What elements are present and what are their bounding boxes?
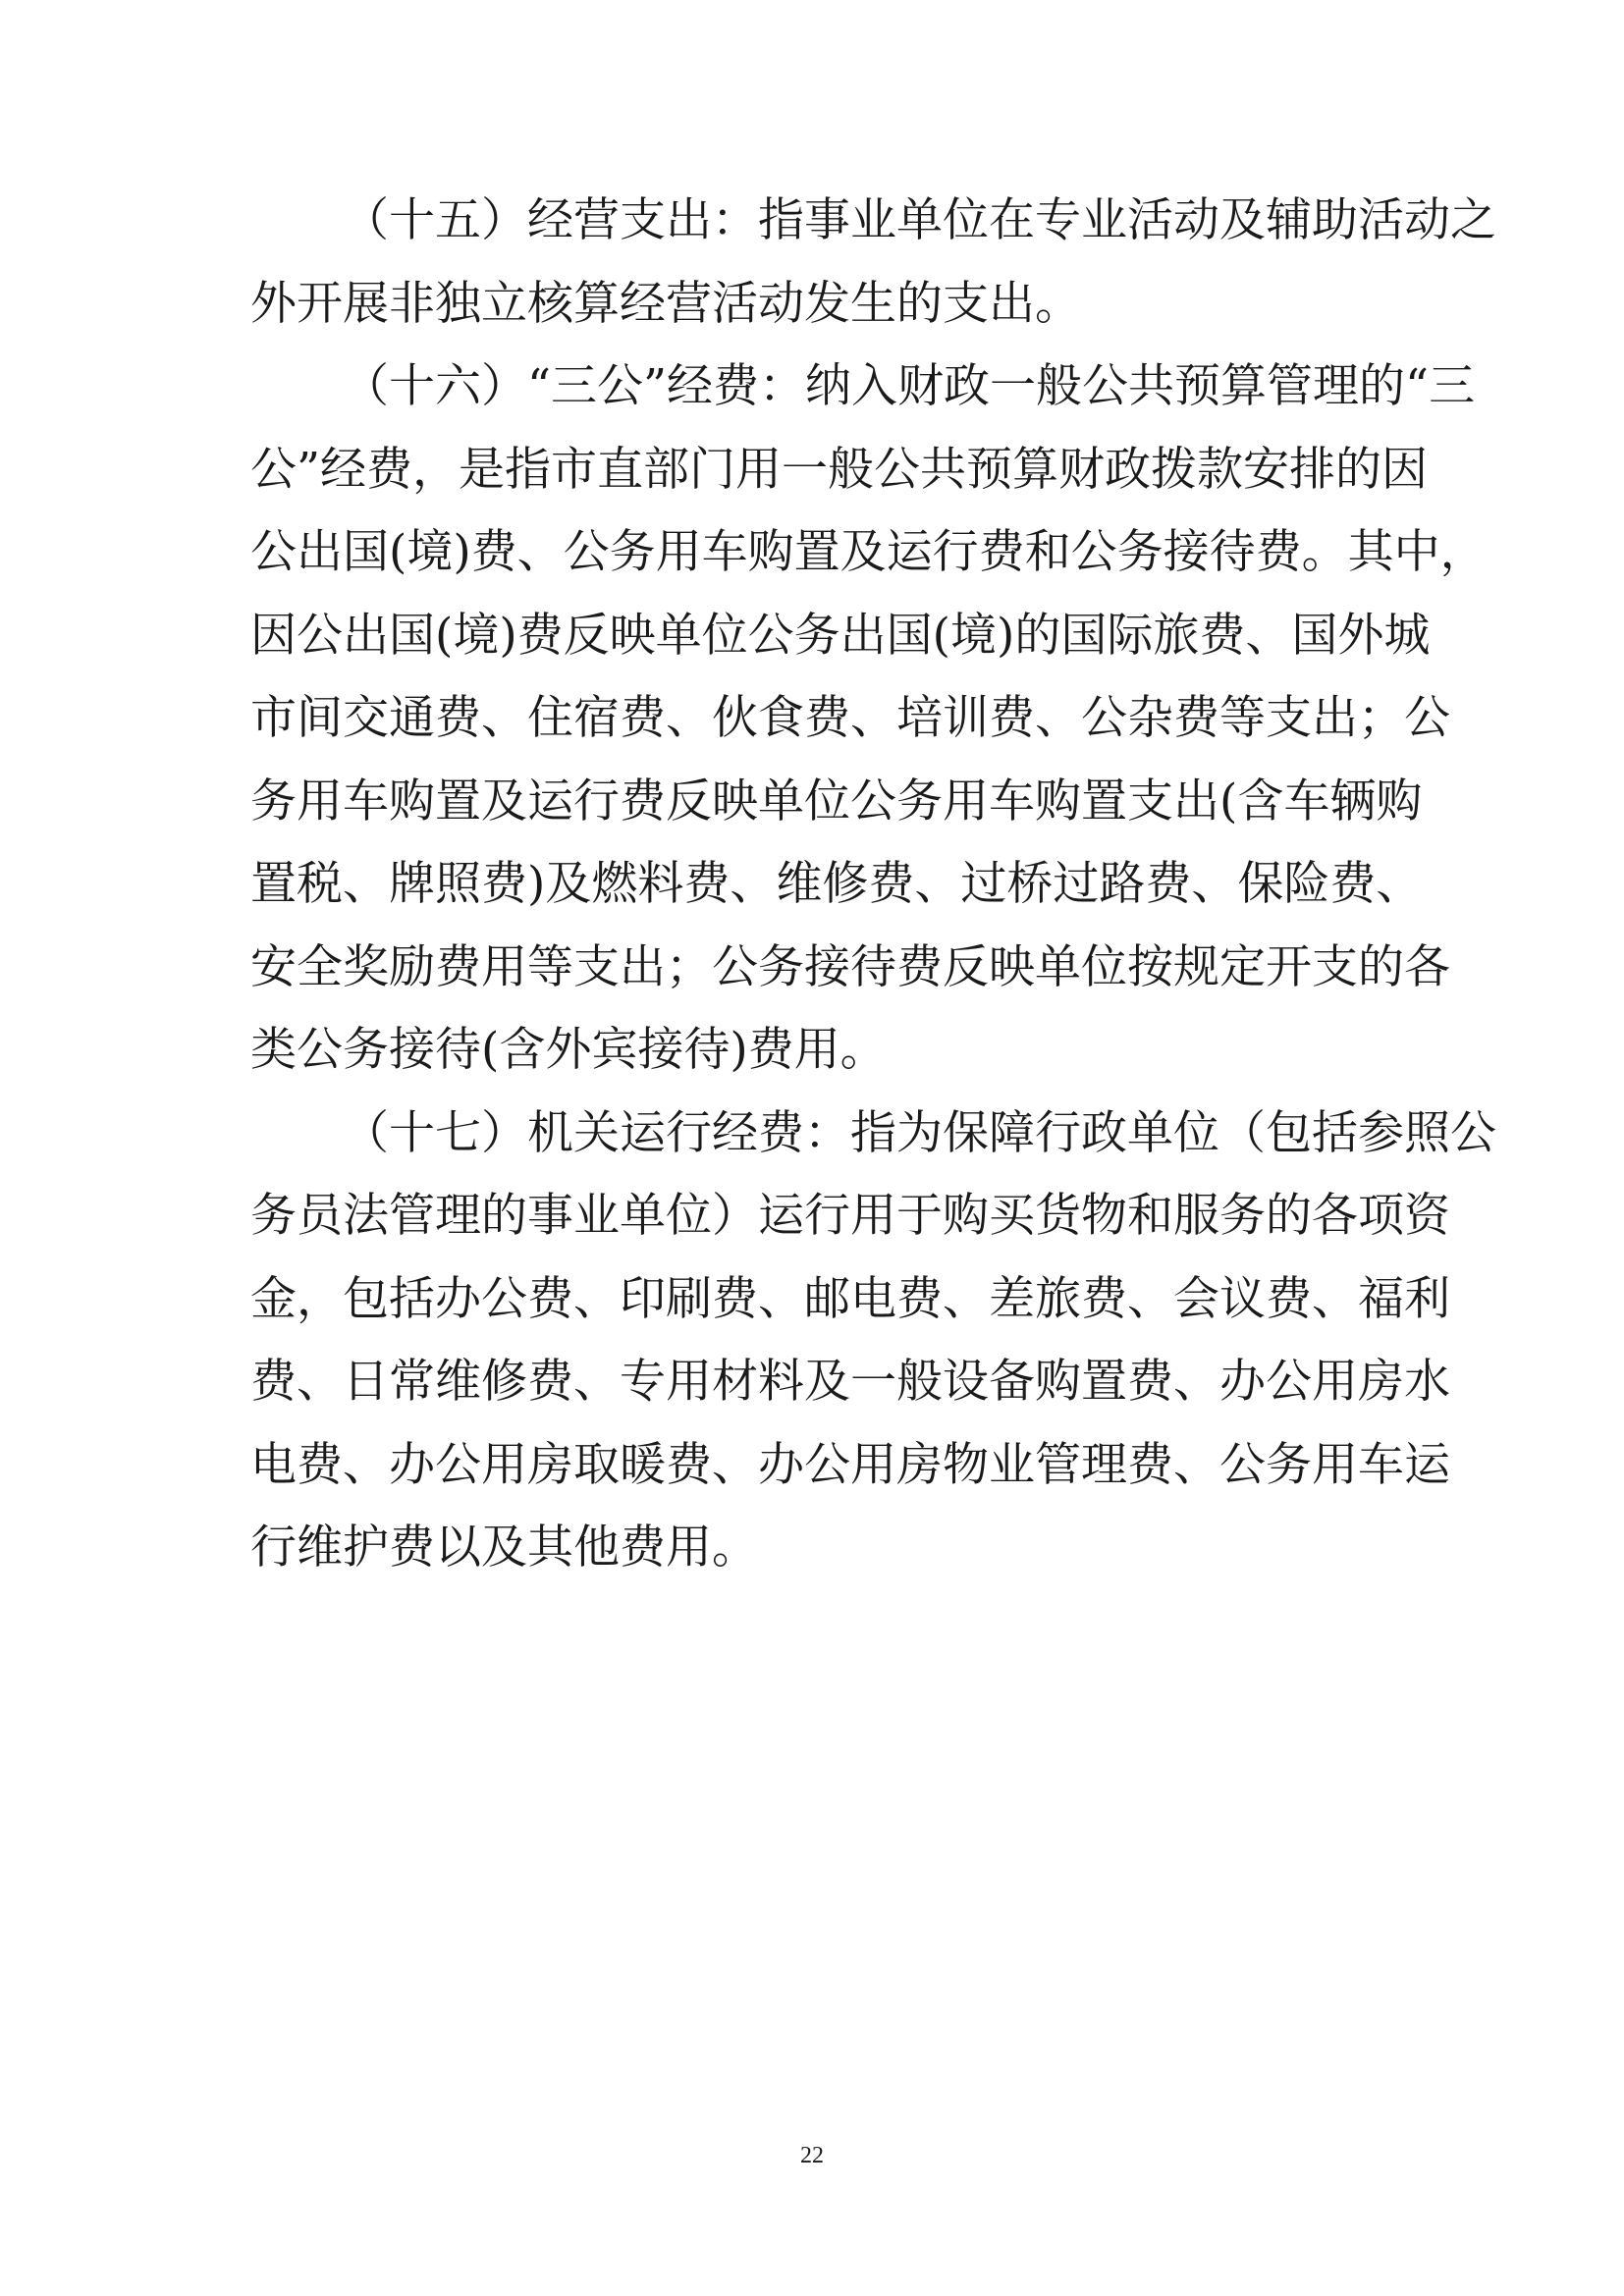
paragraph-line: （十五）经营支出：指事业单位在专业活动及辅助活动之 (343, 193, 1496, 247)
paragraph-line: 行维护费以及其他费用。 (250, 1521, 758, 1575)
paragraph-16 (250, 346, 1487, 1093)
paragraph-line: 类公务接待(含外宾接待)费用。 (250, 1023, 887, 1077)
paragraph-line: 因公出国(境)费反映单位公务出国(境)的国际旅费、国外城 (250, 608, 1431, 663)
paragraph-line: 市间交通费、住宿费、伙食费、培训费、公杂费等支出；公 (250, 691, 1450, 745)
paragraph-line: 公出国(境)费、公务用车购置及运行费和公务接待费。其中， (250, 525, 1487, 579)
paragraph-line: 外开展非独立核算经营活动发生的支出。 (250, 276, 1081, 331)
paragraph-line: 电费、办公用房取暖费、办公用房物业管理费、公务用车运 (250, 1437, 1450, 1492)
paragraph-line: 安全奖励费用等支出；公务接待费反映单位按规定开支的各 (250, 939, 1450, 994)
paragraph-17 (250, 1093, 1496, 1590)
paragraph-line: 公”经费，是指市直部门用一般公共预算财政拨款安排的因 (250, 442, 1429, 497)
paragraph-line: 费、日常维修费、专用材料及一般设备购置费、办公用房水 (250, 1355, 1450, 1409)
paragraph-line: 置税、牌照费)及燃料费、维修费、过桥过路费、保险费、 (250, 857, 1423, 911)
paragraph-line: 金，包括办公费、印刷费、邮电费、差旅费、会议费、福利 (250, 1271, 1450, 1326)
paragraph-15 (250, 180, 1496, 346)
document-body (250, 180, 1496, 1590)
paragraph-line: （十七）机关运行经费：指为保障行政单位（包括参照公 (343, 1105, 1496, 1160)
paragraph-line: 务用车购置及运行费反映单位公务用车购置支出(含车辆购 (250, 774, 1423, 828)
page-number: 22 (800, 2143, 824, 2168)
paragraph-line: 务员法管理的事业单位）运行用于购买货物和服务的各项资 (250, 1189, 1450, 1243)
paragraph-line: （十六）“三公”经费：纳入财政一般公共预算管理的“三 (343, 359, 1476, 413)
